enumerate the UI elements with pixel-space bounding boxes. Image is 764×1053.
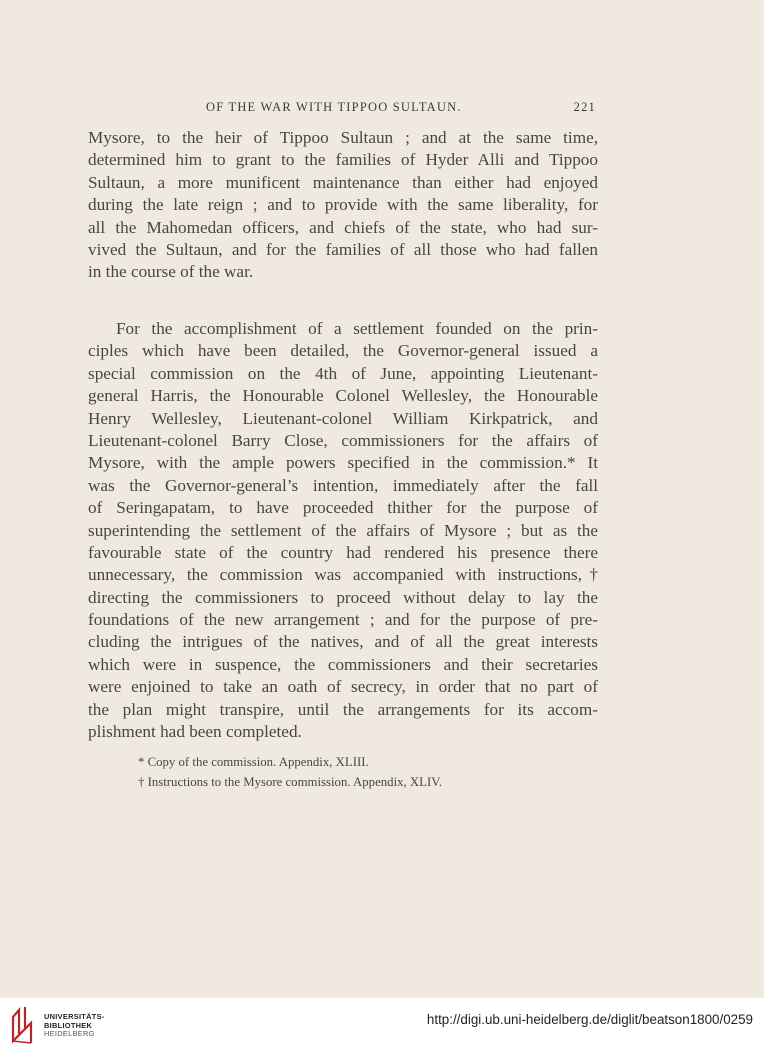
text-line: which were in suspence, the commissioners and their secretaries xyxy=(88,654,598,674)
heidelberg-library-logo-icon[interactable] xyxy=(9,1005,35,1045)
footnotes xyxy=(138,752,558,792)
paragraph-1 xyxy=(88,127,598,284)
paragraph-2 xyxy=(88,318,598,743)
text-line: unnecessary, the commission was accompanied with instructions,† xyxy=(88,565,598,585)
running-head xyxy=(88,100,596,118)
text-line: ciples which have been detailed, the Governor-general issued a xyxy=(88,341,598,361)
library-line: UNIVERSITÄTS- xyxy=(44,1012,105,1021)
text-line: of Seringapatam, to have proceeded thither for the purpose of xyxy=(88,498,598,518)
text-line: directing the commissioners to proceed without delay to lay the xyxy=(88,587,598,607)
text-line: determined him to grant to the families of Hyder Alli and Tippoo xyxy=(88,150,598,170)
text-line: Mysore, to the heir of Tippoo Sultaun ; and at the same time, xyxy=(88,128,598,147)
text-line: the plan might transpire, until the arrangements for its accom- xyxy=(88,699,598,719)
text-line: cluding the intrigues of the natives, and of all the great interests xyxy=(88,632,598,652)
text-line: Mysore, with the ample powers specified in the commission.* It xyxy=(88,453,598,473)
text-line: Sultaun, a more munificent maintenance than either had enjoyed xyxy=(88,172,598,192)
running-title: OF THE WAR WITH TIPPOO SULTAUN. xyxy=(206,100,462,114)
text-line: Lieutenant-colonel Barry Close, commissioners for the affairs of xyxy=(88,430,598,450)
digitization-footer xyxy=(0,998,764,1053)
text-line: foundations of the new arrangement ; and for the purpose of pre- xyxy=(88,610,598,630)
text-line: during the late reign ; and to provide with the same liberality, for xyxy=(88,195,598,215)
text-line: all the Mahomedan officers, and chiefs of the state, who had sur- xyxy=(88,217,598,237)
footnote-instructions: † Instructions to the Mysore commission. Appendix, XLIV. xyxy=(138,775,443,789)
text-line: vived the Sultaun, and for the families of all those who had fallen xyxy=(88,239,598,259)
library-line: BIBLIOTHEK xyxy=(44,1020,93,1030)
library-name xyxy=(44,1013,105,1039)
text-line: plishment had been completed. xyxy=(88,722,302,742)
text-line: Henry Wellesley, Lieutenant-colonel William Kirkpatrick, and xyxy=(88,408,598,428)
text-line: special commission on the 4th of June, appointing Lieutenant- xyxy=(88,363,598,383)
text-line: was the Governor-general’s intention, immediately after the fall xyxy=(88,475,598,495)
text-line: For the accomplishment of a settlement founded on the prin- xyxy=(116,319,598,338)
library-line: HEIDELBERG xyxy=(44,1029,95,1039)
text-line: general Harris, the Honourable Colonel Wellesley, the Honourable xyxy=(88,386,598,406)
text-line: were enjoined to take an oath of secrecy, in order that no part of xyxy=(88,677,598,697)
page-number: 221 xyxy=(573,100,596,114)
text-line: superintending the settlement of the affairs of Mysore ; but as the xyxy=(88,520,598,540)
footnote-commission: * Copy of the commission. Appendix, XLIII. xyxy=(138,755,369,769)
text-line: favourable state of the country had rendered his presence there xyxy=(88,542,598,562)
text-line: in the course of the war. xyxy=(88,262,254,282)
source-url-link[interactable]: http://digi.ub.uni-heidelberg.de/diglit/beatson1800/0259 xyxy=(426,1012,753,1027)
